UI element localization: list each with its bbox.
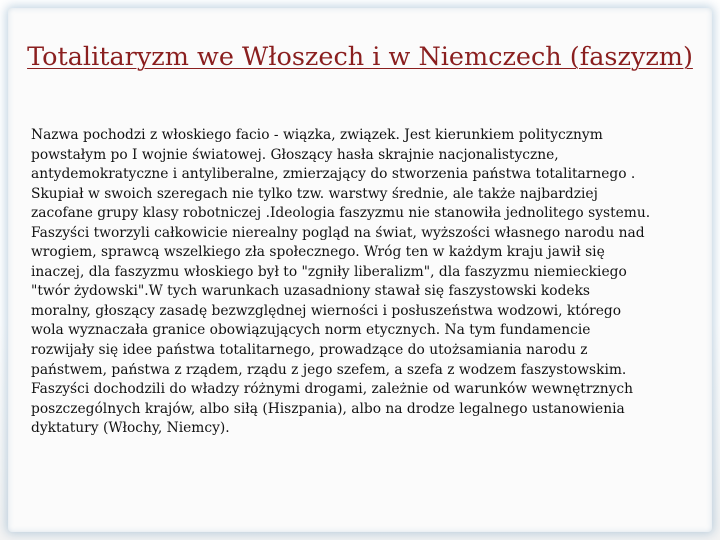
slide-title: Totalitaryzm we Włoszech i w Niemczech (faszyzm) [27,42,693,72]
slide-body-text: Nazwa pochodzi z włoskiego facio - wiązka, związek. Jest kierunkiem politycznym powstałym po I wojnie światowej. Głoszący hasła skrajnie nacjonalistyczne, antydemokratyczne i antyliberalne, zmierzający do stworzenia państwa totalitarnego . Skupiał w swoich szeregach nie tylko tzw. warstwy średnie, ale także najbardziej zacofane grupy klasy robotniczej .Ideologia faszyzmu nie stanowiła jednolitego systemu. Faszyści tworzyli całkowicie nierealny pogląd na świat, wyższości własnego narodu nad wrogiem, sprawcą wszelkiego zła społecznego. Wróg ten w każdym kraju jawił się inaczej, dla faszyzmu włoskiego był to "zgniły liberalizm", dla faszyzmu niemieckiego "twór żydowski".W tych warunkach uzasadniony stawał się faszystowski kodeks moralny, głoszący zasadę bezwzględnej wierności i posłuszeństwa wodzowi, którego wola wyznaczała granice obowiązujących norm etycznych. Na tym fundamencie rozwijały się idee państwa totalitarnego, prowadzące do utożsamiania narodu z państwem, państwa z rządem, rządu z jego szefem, a szefa z wodzem faszystowskim. Faszyści dochodzili do władzy różnymi drogami, zależnie od warunków wewnętrznych poszczególnych krajów, albo siłą (Hiszpania), albo na drodze legalnego ustanowienia dyktatury (Włochy, Niemcy). [31,127,651,437]
